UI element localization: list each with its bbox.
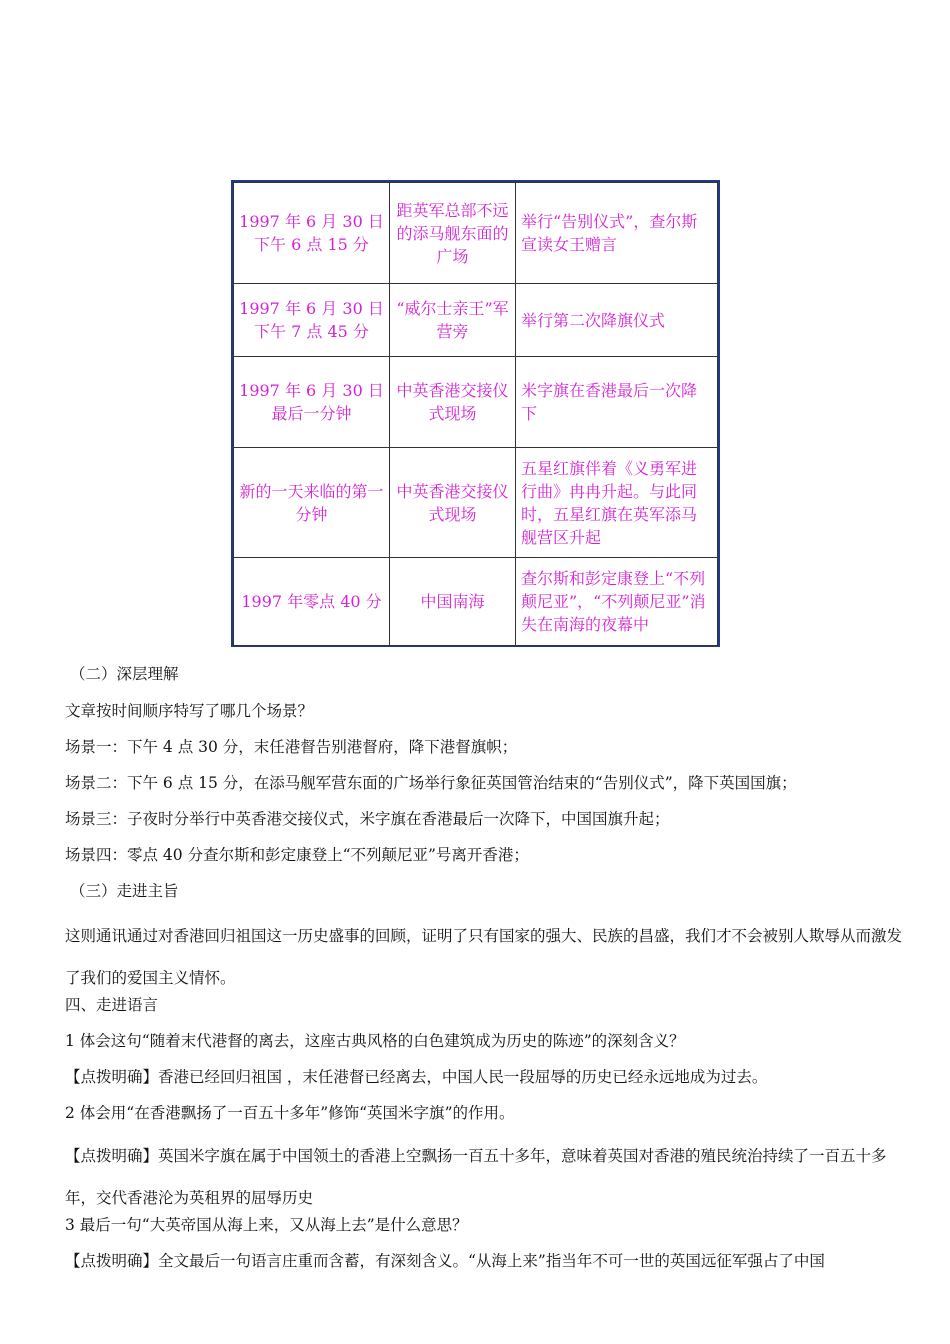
place-cell: 中国南海 xyxy=(390,558,516,646)
place-cell: 距英军总部不远的添马舰东面的广场 xyxy=(390,183,516,284)
question-2: 2 体会用“在香港飘扬了一百五十多年”修饰“英国米字旗”的作用。 xyxy=(65,1104,515,1122)
place-cell: 中英香港交接仪式现场 xyxy=(390,357,516,448)
section-heading-deep-understanding: （二）深层理解 xyxy=(70,665,179,683)
question-1: 1 体会这句“随着末代港督的离去，这座古典风格的白色建筑成为历史的陈迹”的深刻含义？ xyxy=(65,1032,685,1050)
question-3: 3 最后一句“大英帝国从海上来，又从海上去”是什么意思？ xyxy=(65,1216,468,1234)
section-heading-main-idea: （三）走进主旨 xyxy=(70,882,179,900)
scene-two: 场景二：下午 6 点 15 分，在添马舰军营东面的广场举行象征英国管治结束的“告别仪式”，降下英国国旗； xyxy=(65,774,797,792)
event-cell: 五星红旗伴着《义勇军进行曲》冉冉升起。与此同时，五星红旗在英军添马舰营区升起 xyxy=(516,448,718,558)
section-heading-language: 四、走进语言 xyxy=(65,996,159,1014)
table-row xyxy=(234,284,718,357)
event-cell: 举行“告别仪式”，查尔斯宣读女王赠言 xyxy=(516,183,718,284)
table-row xyxy=(234,357,718,448)
place-cell: “威尔士亲王”军营旁 xyxy=(390,284,516,357)
event-cell: 举行第二次降旗仪式 xyxy=(516,284,718,357)
time-cell: 1997 年 6 月 30 日下午 6 点 15 分 xyxy=(234,183,390,284)
event-cell: 查尔斯和彭定康登上“不列颠尼亚”，“不列颠尼亚”消失在南海的夜幕中 xyxy=(516,558,718,646)
question-scenes: 文章按时间顺序特写了哪几个场景？ xyxy=(65,702,314,720)
scene-one: 场景一：下午 4 点 30 分，末任港督告别港督府，降下港督旗帜； xyxy=(65,738,518,756)
table-row xyxy=(234,448,718,558)
table-row xyxy=(234,558,718,646)
scene-four: 场景四：零点 40 分查尔斯和彭定康登上“不列颠尼亚”号离开香港； xyxy=(65,846,529,864)
time-cell: 1997 年 6 月 30 日下午 7 点 45 分 xyxy=(234,284,390,357)
main-idea-text: 这则通讯通过对香港回归祖国这一历史盛事的回顾，证明了只有国家的强大、民族的昌盛，我们才不会被别人欺辱从而激发了我们的爱国主义情怀。 xyxy=(65,927,903,987)
table-row xyxy=(234,183,718,284)
time-cell: 1997 年 6 月 30 日最后一分钟 xyxy=(234,357,390,448)
answer-2: 【点拨明确】英国米字旗在属于中国领土的香港上空飘扬一百五十多年，意味着英国对香港的殖民统治持续了一百五十多年，交代香港沦为英租界的屈辱历史 xyxy=(65,1147,887,1207)
event-cell: 米字旗在香港最后一次降下 xyxy=(516,357,718,448)
time-cell: 新的一天来临的第一分钟 xyxy=(234,448,390,558)
scene-three: 场景三：子夜时分举行中英香港交接仪式，米字旗在香港最后一次降下，中国国旗升起； xyxy=(65,810,670,828)
place-cell: 中英香港交接仪式现场 xyxy=(390,448,516,558)
answer-3: 【点拨明确】全文最后一句语言庄重而含蓄，有深刻含义。“从海上来”指当年不可一世的英国远征军强占了中国 xyxy=(65,1252,825,1270)
time-cell: 1997 年零点 40 分 xyxy=(234,558,390,646)
answer-1: 【点拨明确】香港已经回归祖国 ，末任港督已经离去，中国人民一段屈辱的历史已经永远地成为过去。 xyxy=(65,1068,768,1086)
event-table xyxy=(231,180,720,647)
